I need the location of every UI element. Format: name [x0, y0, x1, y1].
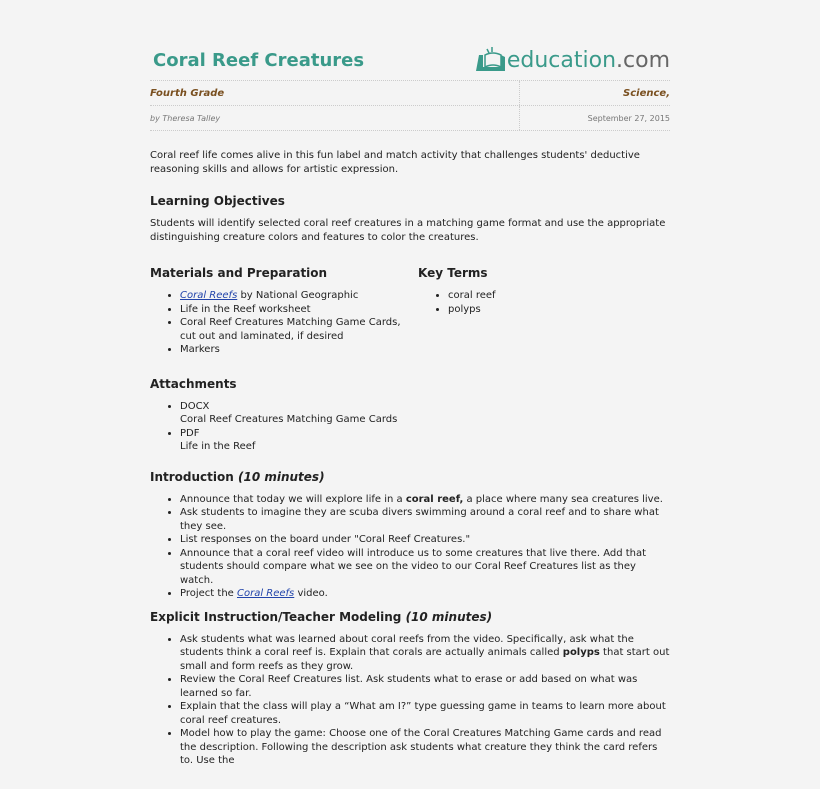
list-item: [180, 289, 418, 303]
book-icon: [473, 47, 507, 73]
materials-heading: Materials and Preparation: [150, 266, 328, 280]
objectives-text: Students will identify selected coral reef creatures in a matching game format and use the appropriate distinguishing creature colors and features to color the creatures.: [150, 218, 666, 243]
list-item: • polyps: [448, 303, 496, 317]
page-title: Coral Reef Creatures: [153, 49, 365, 71]
list-item: • Review the Coral Reef Creatures list. Ask students what to erase or add based on what was learned so far.: [180, 673, 670, 700]
attachments-heading: Attachments: [150, 376, 237, 391]
duration: (10 minutes): [405, 609, 493, 624]
explicit-instruction-heading: [150, 610, 670, 624]
list-item: [180, 633, 670, 674]
attachment-type: DOCX: [180, 400, 210, 412]
text: a place where many sea creatures live.: [463, 493, 663, 505]
list-item: • Markers: [180, 343, 418, 357]
attachment-name: Coral Reef Creatures Matching Game Cards: [180, 414, 398, 425]
list-item: • Model how to play the game: Choose one of the Coral Creatures Matching Game cards and read the description. Following the description ask students what creature they think the card refers to. Use the: [180, 727, 670, 768]
list-item: • Coral Reef Creatures Matching Game Cards, cut out and laminated, if desired: [180, 316, 418, 343]
text: Ask students what was learned about coral reefs from the video. Specifically, ask what the students think a coral reef is. Explain that corals are actually animals called: [180, 633, 634, 658]
link-suffix: by National Geographic: [237, 290, 359, 301]
list-item: • Explain that the class will play a “What am I?” type guessing game in teams to learn more about coral reef creatures.: [180, 700, 670, 727]
list-item: [180, 587, 670, 601]
attachment-type: PDF: [180, 427, 200, 439]
meta-row: [150, 81, 670, 106]
logo-brand: education: [506, 47, 617, 73]
author: by Theresa Talley: [150, 113, 221, 123]
logo-domain: .com: [616, 47, 670, 73]
attachment-item[interactable]: [180, 400, 670, 427]
text: Project the: [180, 588, 237, 599]
grade-level: Fourth Grade: [150, 87, 225, 99]
list-item: • List responses on the board under "Coral Reef Creatures.": [180, 533, 670, 547]
duration: (10 minutes): [237, 469, 325, 484]
education-com-logo[interactable]: [473, 47, 670, 73]
attachment-item[interactable]: [180, 427, 670, 454]
date: September 27, 2015: [587, 113, 670, 123]
list-item: • Announce that a coral reef video will introduce us to some creatures that live there. Add that students should compare what we see on the video to our Coral Reef Creatures list as they watch.: [180, 547, 670, 588]
materials-keyterms: [150, 266, 670, 357]
key-terms-heading: Key Terms: [418, 266, 488, 280]
text: Announce that today we will explore life in a: [180, 493, 406, 505]
list-item: • coral reef: [448, 289, 496, 303]
bold-term: coral reef,: [405, 493, 464, 505]
attachment-name: Life in the Reef: [180, 441, 256, 452]
lesson-plan-page: [150, 40, 670, 768]
header: [150, 40, 670, 81]
heading-text: Introduction: [150, 469, 234, 484]
text: that start out small and form reefs as they grow.: [180, 647, 670, 672]
coral-reefs-link[interactable]: Coral Reefs: [180, 290, 238, 301]
introduction-heading: [150, 470, 670, 484]
subject: Science,: [623, 87, 670, 99]
heading-text: Explicit Instruction/Teacher Modeling: [150, 609, 402, 624]
coral-reefs-video-link[interactable]: Coral Reefs: [236, 588, 295, 599]
list-item: • Life in the Reef worksheet: [180, 303, 418, 317]
list-item: [180, 493, 670, 507]
bold-term: polyps: [562, 647, 600, 658]
text: video.: [294, 588, 328, 599]
intro-text: Coral reef life comes alive in this fun label and match activity that challenges students' deductive reasoning skills and allows for artistic expression.: [150, 150, 640, 175]
list-item: • Ask students to imagine they are scuba divers swimming around a coral reef and to share what they see.: [180, 506, 670, 533]
author-row: [150, 106, 670, 131]
objectives-heading: Learning Objectives: [150, 194, 285, 208]
